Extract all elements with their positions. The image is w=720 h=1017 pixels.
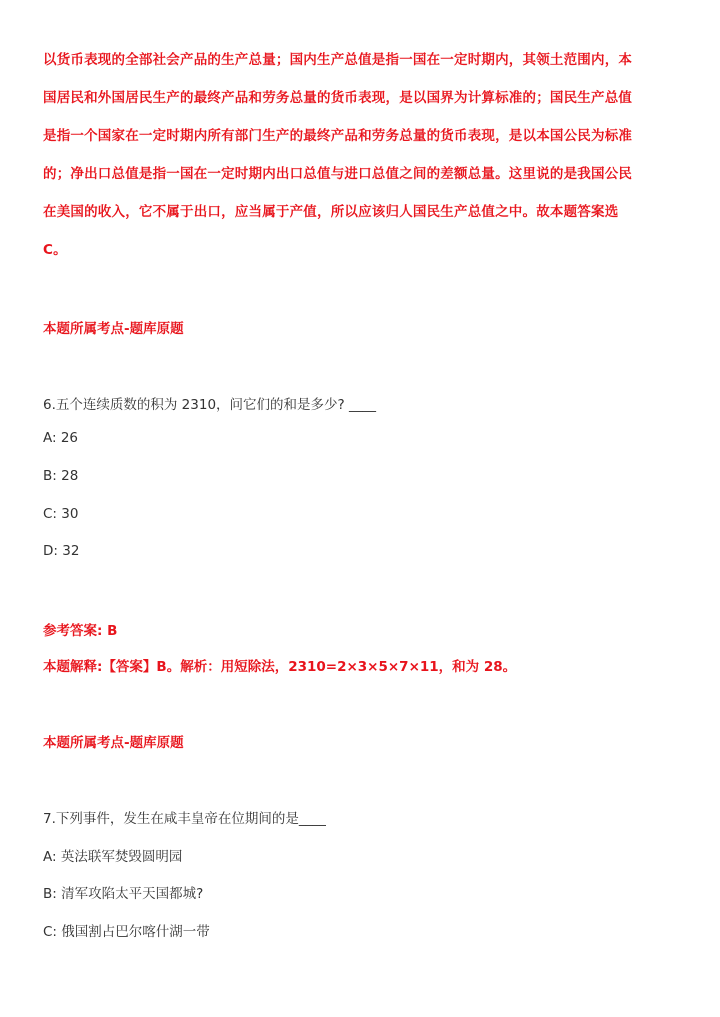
explanation-paragraph bbox=[43, 41, 673, 269]
source-note: 本题所属考点-题库原题 bbox=[43, 321, 184, 337]
explanation-line: 是指一个国家在一定时期内所有部门生产的最终产品和劳务总量的货币表现，是以本国公民为标准 bbox=[43, 128, 633, 144]
q6-answer: 参考答案: B bbox=[43, 623, 118, 639]
explanation-line: 在美国的收入，它不属于出口，应当属于产值，所以应该归人国民生产总值之中。故本题答案选 bbox=[43, 204, 619, 220]
explanation-line: C。 bbox=[43, 242, 67, 258]
q6-option-d: D: 32 bbox=[43, 543, 80, 559]
q6-analysis: 本题解释:【答案】B。解析：用短除法，2310=2×3×5×7×11，和为 28。 bbox=[43, 659, 517, 675]
q7-option-b: B: 清军攻陷太平天国都城? bbox=[43, 886, 204, 902]
q6-option-a: A: 26 bbox=[43, 430, 79, 446]
q6-option-c: C: 30 bbox=[43, 506, 79, 522]
question-6-text: 6.五个连续质数的积为 2310，问它们的和是多少? ____ bbox=[43, 397, 376, 413]
q7-option-c: C: 俄国割占巴尔喀什湖一带 bbox=[43, 924, 210, 940]
explanation-line: 以货币表现的全部社会产品的生产总量；国内生产总值是指一国在一定时期内，其领土范围内，本 bbox=[43, 52, 633, 68]
question-7-text: 7.下列事件，发生在咸丰皇帝在位期间的是____ bbox=[43, 811, 326, 827]
q6-source-note: 本题所属考点-题库原题 bbox=[43, 735, 184, 751]
q6-option-b: B: 28 bbox=[43, 468, 79, 484]
explanation-line: 国居民和外国居民生产的最终产品和劳务总量的货币表现，是以国界为计算标准的；国民生产总值 bbox=[43, 90, 633, 106]
q7-option-a: A: 英法联军焚毁圆明园 bbox=[43, 849, 183, 865]
explanation-line: 的；净出口总值是指一国在一定时期内出口总值与进口总值之间的差额总量。这里说的是我国公民 bbox=[43, 166, 633, 182]
